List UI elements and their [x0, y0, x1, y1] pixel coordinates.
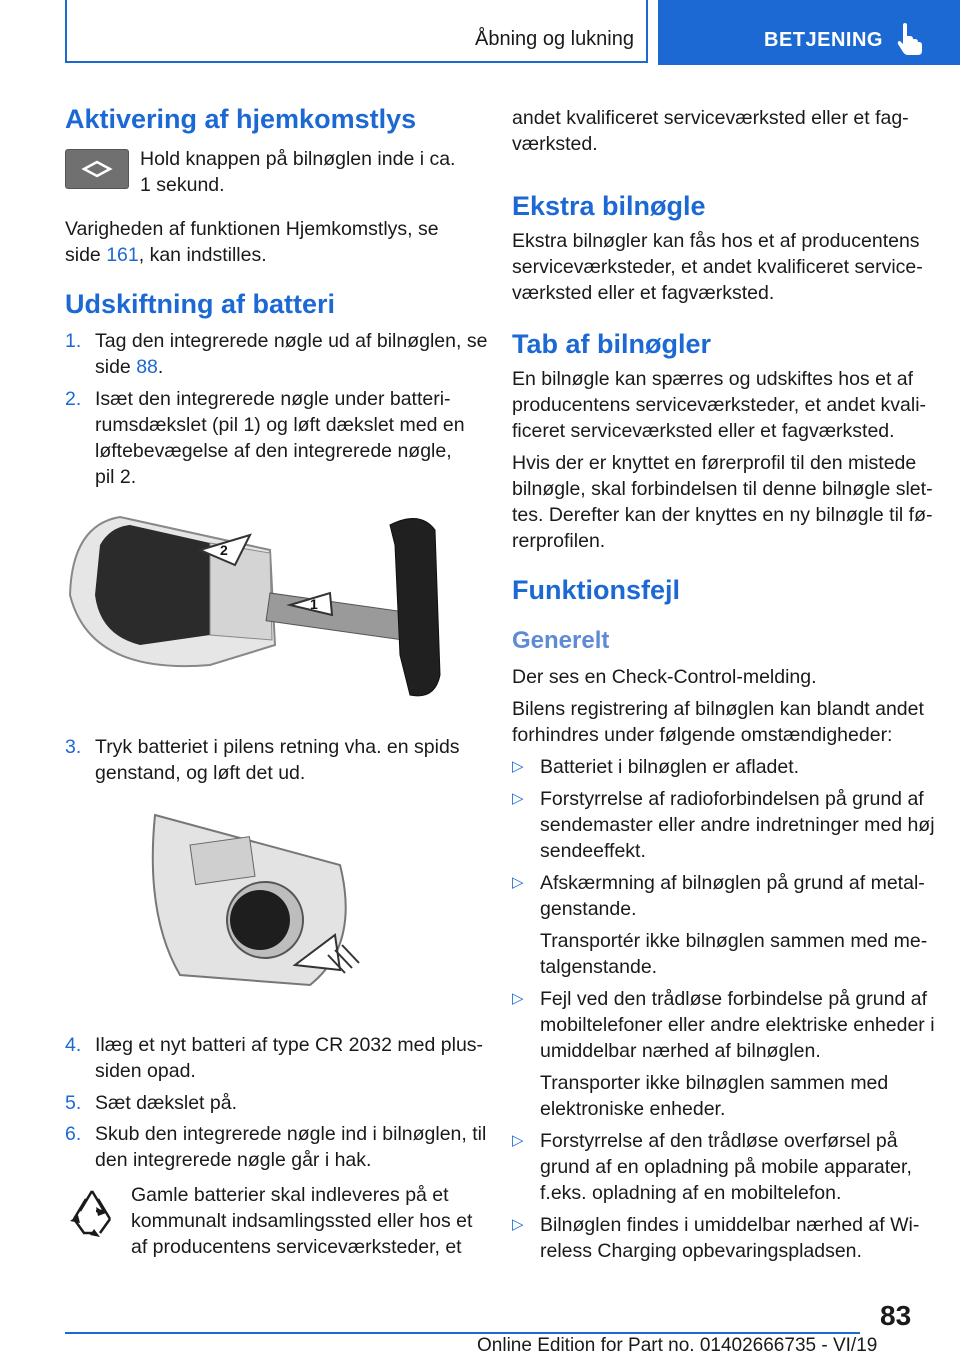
step-text: Tryk batteriet i pilens retning vha. en spids [95, 736, 460, 758]
step-text: Tag den integrerede nøgle ud af bilnøglen, se [95, 330, 488, 352]
welcome-light-icon [66, 150, 128, 188]
key-removal-illustration [60, 505, 470, 705]
step-text: genstand, og løft det ud. [95, 762, 306, 784]
duration-text-line2 [65, 242, 267, 268]
bullet-triangle-icon: ▷ [512, 874, 524, 891]
bullet-text: mobiltelefoner eller andre elektriske enheder i [540, 1014, 935, 1036]
lost-keys-text: producentens serviceværksteder, et andet kvali- [512, 394, 927, 416]
driver-profile-text: rerprofilen. [512, 530, 606, 552]
bullet-triangle-icon: ▷ [512, 1132, 524, 1149]
header-chapter-title: BETJENING [764, 29, 883, 51]
bullet-note: talgenstande. [540, 956, 658, 978]
bullet-text: Forstyrrelse af radioforbindelsen på grund af [540, 788, 924, 810]
general-text: forhindres under følgende omstændigheder: [512, 724, 893, 746]
step-number: 5. [65, 1092, 82, 1114]
general-subheading: Generelt [512, 627, 610, 654]
step-text: pil 2. [95, 466, 137, 488]
step-number: 3. [65, 736, 82, 758]
bullet-triangle-icon: ▷ [512, 790, 524, 807]
bullet-note: Transporter ikke bilnøglen sammen med [540, 1072, 889, 1094]
recycle-icon [66, 1185, 118, 1237]
welcome-light-heading: Aktivering af hjemkomstlys [65, 104, 417, 134]
welcome-text-line1: Hold knappen på bilnøglen inde i ca. [140, 148, 456, 170]
step-text [95, 354, 163, 380]
header-section-box [65, 0, 648, 63]
duration-side-label: side [65, 244, 101, 266]
duration-text-line1: Varigheden af funktionen Hjemkomstlys, se [65, 218, 439, 240]
bullet-text: f.eks. opladning af en mobiltelefon. [540, 1182, 842, 1204]
driver-profile-text: tes. Derefter kan der knyttes en ny bilnøgle til fø- [512, 504, 933, 526]
bullet-text: Forstyrrelse af den trådløse overførsel på [540, 1130, 898, 1152]
page-ref-88[interactable]: 88 [136, 356, 158, 378]
step-number: 1. [65, 330, 82, 352]
bullet-text: grund af en opladning på mobile apparater, [540, 1156, 912, 1178]
page-number: 83 [880, 1300, 912, 1331]
bullet-text: reless Charging opbevaringspladsen. [540, 1240, 862, 1262]
continued-text-line1: andet kvalificeret serviceværksted eller et fag- [512, 107, 909, 129]
extra-key-heading: Ekstra bilnøgle [512, 191, 706, 221]
duration-text-tail: , kan indstilles. [138, 244, 267, 266]
extra-key-text: Ekstra bilnøgler kan fås hos et af producentens [512, 230, 920, 252]
footer-edition: Online Edition for Part no. 01402666735 - VI/19 [477, 1335, 878, 1356]
step-text-tail: . [157, 356, 164, 378]
bullet-text: Batteriet i bilnøglen er afladet. [540, 756, 800, 778]
bullet-note: elektroniske enheder. [540, 1098, 726, 1120]
step-side-label: side [95, 356, 131, 378]
recycle-text-line1: Gamle batterier skal indleveres på et [131, 1184, 449, 1206]
malfunction-heading: Funktionsfejl [512, 575, 680, 605]
step-text: siden opad. [95, 1060, 196, 1082]
battery-heading: Udskiftning af batteri [65, 289, 336, 319]
bullet-triangle-icon: ▷ [512, 1216, 524, 1233]
general-text: Bilens registrering af bilnøglen kan blandt andet [512, 698, 924, 720]
footer-rule [65, 1332, 860, 1334]
extra-key-text: serviceværksteder, et andet kvalificeret service- [512, 256, 923, 278]
page-ref-161[interactable]: 161 [106, 244, 139, 266]
step-text: Sæt dækslet på. [95, 1092, 237, 1114]
bullet-triangle-icon: ▷ [512, 758, 524, 775]
bullet-text: sendemaster eller andre indretninger med høj [540, 814, 935, 836]
welcome-text-line2: 1 sekund. [140, 174, 225, 196]
step-number: 6. [65, 1123, 82, 1145]
header-section-title: Åbning og lukning [474, 28, 634, 50]
continued-text-line2: værksted. [512, 133, 598, 155]
step-text: Ilæg et nyt batteri af type CR 2032 med plus- [95, 1034, 484, 1056]
step-text: løftebevægelse af den integrerede nøgle, [95, 440, 452, 462]
bullet-text: Afskærmning af bilnøglen på grund af metal- [540, 872, 925, 894]
bullet-note: Transportér ikke bilnøglen sammen med me- [540, 930, 928, 952]
general-text: Der ses en Check-Control-melding. [512, 666, 817, 688]
bullet-text: sendeeffekt. [540, 840, 646, 862]
lost-keys-text: En bilnøgle kan spærres og udskiftes hos et af [512, 368, 914, 390]
footer-watermark [477, 1335, 877, 1357]
step-text: rumsdækslet (pil 1) og løft dækslet med en [95, 414, 465, 436]
welcome-button-illustration [65, 149, 129, 189]
figure-label-1: 1 [310, 596, 318, 612]
bullet-text: Bilnøglen findes i umiddelbar nærhed af Wi- [540, 1214, 920, 1236]
driver-profile-text: Hvis der er knyttet en førerprofil til den mistede [512, 452, 917, 474]
step-number: 4. [65, 1034, 82, 1056]
bullet-text: Fejl ved den trådløse forbindelse på grund af [540, 988, 927, 1010]
pointing-hand-icon [894, 22, 924, 56]
recycle-text-line2: kommunalt indsamlingssted eller hos et [131, 1210, 473, 1232]
bullet-text: genstande. [540, 898, 637, 920]
bullet-triangle-icon: ▷ [512, 990, 524, 1007]
battery-compartment-illustration [140, 805, 370, 995]
bullet-text: umiddelbar nærhed af bilnøglen. [540, 1040, 821, 1062]
step-text: Isæt den integrerede nøgle under batteri- [95, 388, 451, 410]
extra-key-text: værksted eller et fagværksted. [512, 282, 775, 304]
step-text: den integrerede nøgle går i hak. [95, 1149, 372, 1171]
lost-keys-text: ficeret serviceværksted eller et fagværksted. [512, 420, 895, 442]
figure-label-2: 2 [220, 542, 228, 558]
recycle-text-line3: af producentens serviceværksteder, et [131, 1236, 462, 1258]
step-text: Skub den integrerede nøgle ind i bilnøglen, til [95, 1123, 487, 1145]
driver-profile-text: bilnøgle, skal forbindelsen til denne bilnøgle slet- [512, 478, 933, 500]
lost-keys-heading: Tab af bilnøgler [512, 329, 712, 359]
header-chapter-tab[interactable] [658, 0, 960, 65]
step-number: 2. [65, 388, 82, 410]
